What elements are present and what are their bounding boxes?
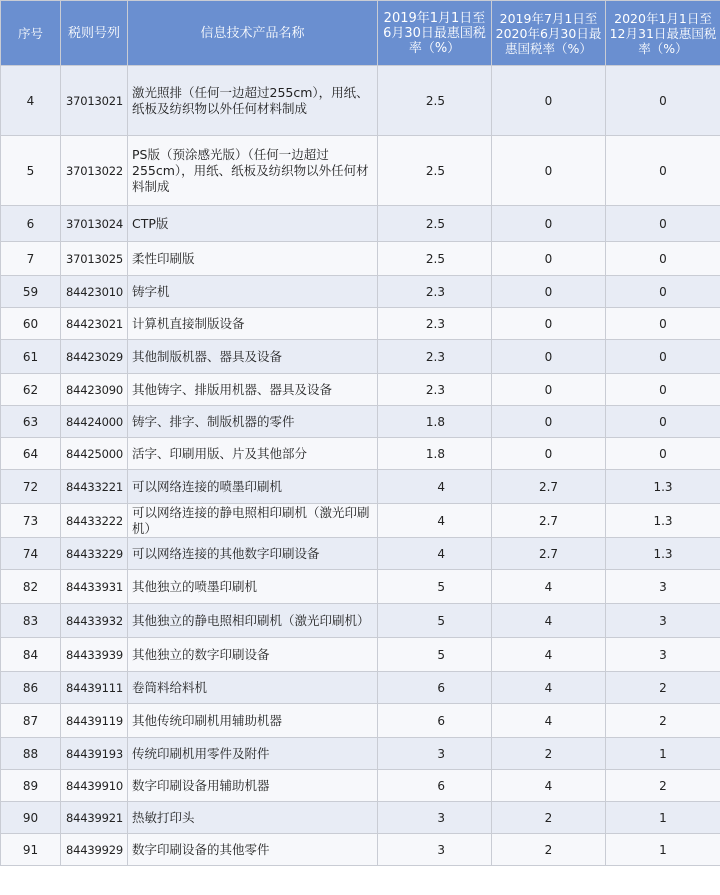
row-index: 5 [1,136,61,206]
row-product-name: 数字印刷设备用辅助机器 [128,770,378,802]
row-rate-2019-h1: 2.5 [378,206,492,242]
row-index: 4 [1,66,61,136]
table-row [1,638,720,672]
row-tariff-code: 84433221 [61,470,128,504]
row-index: 63 [1,406,61,438]
row-rate-2020: 0 [606,406,720,438]
row-rate-2019-2020: 4 [492,704,606,738]
row-rate-2020: 0 [606,308,720,340]
row-product-name: 计算机直接制版设备 [128,308,378,340]
row-rate-2020: 0 [606,276,720,308]
row-tariff-code: 84423021 [61,308,128,340]
row-product-name: 可以网络连接的喷墨印刷机 [128,470,378,504]
table-body [1,66,720,866]
row-product-name: 其他制版机器、器具及设备 [128,340,378,374]
row-rate-2020: 3 [606,570,720,604]
row-index: 7 [1,242,61,276]
row-rate-2020: 1 [606,802,720,834]
row-rate-2020: 0 [606,438,720,470]
row-product-name: 可以网络连接的其他数字印刷设备 [128,538,378,570]
header-tariff-code: 税则号列 [61,1,128,66]
row-rate-2019-h1: 6 [378,672,492,704]
table-row [1,136,720,206]
table-row [1,738,720,770]
row-rate-2019-h1: 4 [378,470,492,504]
row-tariff-code: 37013024 [61,206,128,242]
table-row [1,834,720,866]
row-rate-2019-2020: 0 [492,66,606,136]
row-rate-2019-h1: 6 [378,704,492,738]
row-product-name: 其他独立的喷墨印刷机 [128,570,378,604]
row-tariff-code: 84439193 [61,738,128,770]
row-tariff-code: 84423029 [61,340,128,374]
row-index: 90 [1,802,61,834]
table-row [1,438,720,470]
row-product-name: 其他传统印刷机用辅助机器 [128,704,378,738]
row-tariff-code: 84433222 [61,504,128,538]
row-rate-2019-h1: 2.3 [378,276,492,308]
row-product-name: 可以网络连接的静电照相印刷机（激光印刷机） [128,504,378,538]
row-rate-2019-2020: 4 [492,672,606,704]
row-rate-2020: 3 [606,638,720,672]
row-rate-2020: 2 [606,704,720,738]
row-rate-2019-2020: 0 [492,406,606,438]
table-row [1,406,720,438]
row-tariff-code: 37013022 [61,136,128,206]
row-rate-2020: 0 [606,206,720,242]
row-rate-2019-h1: 4 [378,504,492,538]
row-rate-2019-2020: 2 [492,738,606,770]
table-row [1,570,720,604]
row-product-name: 热敏打印头 [128,802,378,834]
row-index: 64 [1,438,61,470]
row-rate-2019-h1: 2.3 [378,374,492,406]
row-rate-2019-h1: 5 [378,570,492,604]
table-row [1,470,720,504]
row-rate-2019-2020: 0 [492,242,606,276]
table-row [1,374,720,406]
row-tariff-code: 84439111 [61,672,128,704]
row-rate-2019-h1: 5 [378,604,492,638]
row-tariff-code: 84439921 [61,802,128,834]
row-product-name: 其他独立的数字印刷设备 [128,638,378,672]
row-tariff-code: 84423090 [61,374,128,406]
row-index: 73 [1,504,61,538]
header-rate-2020: 2020年1月1日至12月31日最惠国税率（%） [606,1,720,66]
row-rate-2019-h1: 3 [378,834,492,866]
row-rate-2020: 0 [606,66,720,136]
row-tariff-code: 84433229 [61,538,128,570]
row-index: 89 [1,770,61,802]
row-product-name: 铸字机 [128,276,378,308]
row-rate-2019-2020: 2.7 [492,470,606,504]
row-rate-2019-2020: 0 [492,206,606,242]
row-index: 74 [1,538,61,570]
row-tariff-code: 84439119 [61,704,128,738]
row-index: 86 [1,672,61,704]
row-rate-2020: 1.3 [606,538,720,570]
row-rate-2019-2020: 4 [492,770,606,802]
row-tariff-code: 84433939 [61,638,128,672]
row-index: 83 [1,604,61,638]
row-tariff-code: 84433932 [61,604,128,638]
header-index: 序号 [1,1,61,66]
row-rate-2019-2020: 2.7 [492,504,606,538]
row-rate-2019-h1: 4 [378,538,492,570]
row-rate-2019-h1: 1.8 [378,406,492,438]
row-rate-2019-h1: 6 [378,770,492,802]
row-index: 91 [1,834,61,866]
row-index: 88 [1,738,61,770]
header-rate-2019-2020: 2019年7月1日至2020年6月30日最惠国税率（%） [492,1,606,66]
row-rate-2019-2020: 0 [492,308,606,340]
row-rate-2020: 0 [606,374,720,406]
row-rate-2019-2020: 2 [492,834,606,866]
row-rate-2019-2020: 2 [492,802,606,834]
row-product-name: PS版（预涂感光版）（任何一边超过255cm），用纸、纸板及纺织物以外任何材料制成 [128,136,378,206]
row-rate-2019-h1: 5 [378,638,492,672]
row-index: 62 [1,374,61,406]
row-product-name: 其他独立的静电照相印刷机（激光印刷机） [128,604,378,638]
table-row [1,604,720,638]
row-rate-2019-2020: 0 [492,136,606,206]
row-tariff-code: 84425000 [61,438,128,470]
row-rate-2019-h1: 2.3 [378,308,492,340]
row-tariff-code: 84433931 [61,570,128,604]
row-rate-2019-2020: 0 [492,340,606,374]
row-tariff-code: 84439929 [61,834,128,866]
row-product-name: 卷筒料给料机 [128,672,378,704]
row-rate-2020: 0 [606,136,720,206]
table-row [1,308,720,340]
row-tariff-code: 84439910 [61,770,128,802]
header-rate-2019-h1: 2019年1月1日至6月30日最惠国税率（%） [378,1,492,66]
row-product-name: 传统印刷机用零件及附件 [128,738,378,770]
row-rate-2019-2020: 0 [492,374,606,406]
row-rate-2019-2020: 4 [492,638,606,672]
row-index: 59 [1,276,61,308]
header-product-name: 信息技术产品名称 [128,1,378,66]
row-rate-2020: 2 [606,770,720,802]
row-rate-2020: 1.3 [606,504,720,538]
row-rate-2020: 3 [606,604,720,638]
row-product-name: CTP版 [128,206,378,242]
row-product-name: 铸字、排字、制版机器的零件 [128,406,378,438]
row-index: 82 [1,570,61,604]
row-rate-2020: 0 [606,242,720,276]
table-row [1,66,720,136]
row-product-name: 其他铸字、排版用机器、器具及设备 [128,374,378,406]
row-tariff-code: 37013021 [61,66,128,136]
table-row [1,770,720,802]
row-rate-2019-h1: 3 [378,738,492,770]
row-rate-2020: 0 [606,340,720,374]
table-row [1,538,720,570]
row-index: 6 [1,206,61,242]
row-rate-2019-2020: 4 [492,604,606,638]
row-rate-2019-2020: 2.7 [492,538,606,570]
table-row [1,276,720,308]
row-index: 87 [1,704,61,738]
row-rate-2019-h1: 3 [378,802,492,834]
row-rate-2019-2020: 0 [492,276,606,308]
row-tariff-code: 84424000 [61,406,128,438]
row-rate-2020: 1 [606,738,720,770]
row-rate-2020: 2 [606,672,720,704]
row-index: 61 [1,340,61,374]
row-rate-2019-h1: 2.5 [378,242,492,276]
row-index: 60 [1,308,61,340]
row-product-name: 柔性印刷版 [128,242,378,276]
row-product-name: 活字、印刷用版、片及其他部分 [128,438,378,470]
header-row [1,1,720,66]
table-row [1,206,720,242]
table-row [1,672,720,704]
row-tariff-code: 84423010 [61,276,128,308]
table-row [1,504,720,538]
row-rate-2020: 1 [606,834,720,866]
row-rate-2019-2020: 0 [492,438,606,470]
row-product-name: 激光照排（任何一边超过255cm），用纸、纸板及纺织物以外任何材料制成 [128,66,378,136]
row-rate-2019-h1: 2.5 [378,136,492,206]
row-rate-2019-h1: 2.3 [378,340,492,374]
row-rate-2019-2020: 4 [492,570,606,604]
table-row [1,802,720,834]
table-row [1,242,720,276]
row-tariff-code: 37013025 [61,242,128,276]
row-rate-2019-h1: 1.8 [378,438,492,470]
row-index: 72 [1,470,61,504]
row-index: 84 [1,638,61,672]
table-row [1,704,720,738]
table-row [1,340,720,374]
row-rate-2019-h1: 2.5 [378,66,492,136]
row-product-name: 数字印刷设备的其他零件 [128,834,378,866]
row-rate-2020: 1.3 [606,470,720,504]
